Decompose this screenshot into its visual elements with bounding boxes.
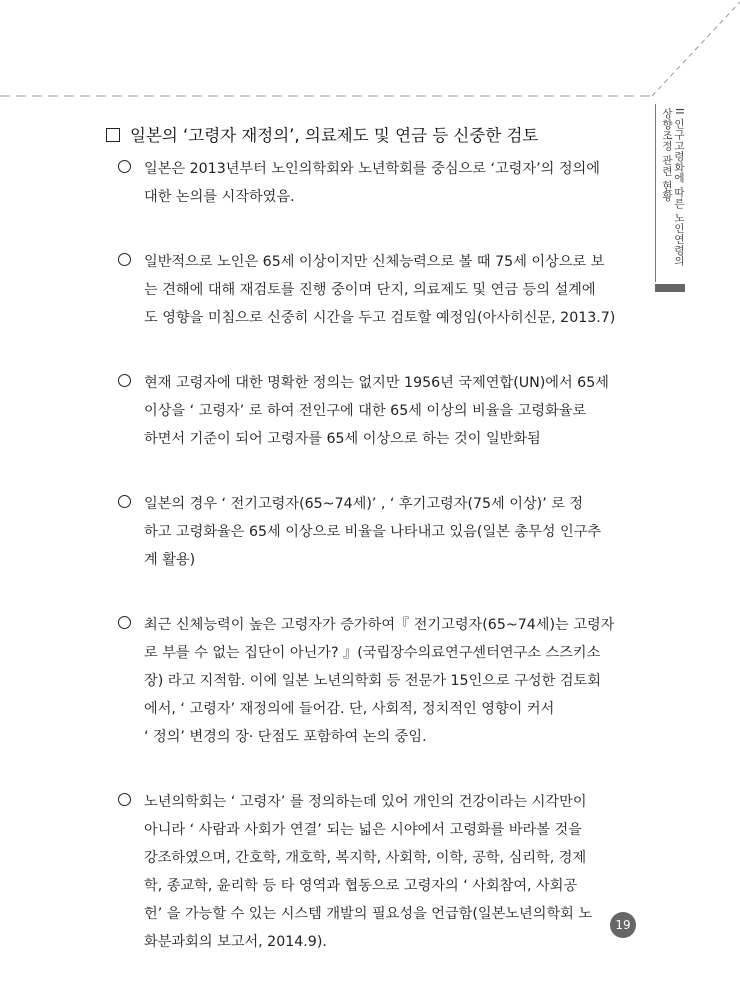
side-tab-divider: [655, 104, 656, 282]
list-item: [118, 611, 638, 751]
list-item: [118, 248, 638, 332]
page-number: 19: [610, 912, 636, 938]
list-item-line: 계 활용): [144, 552, 196, 568]
circle-bullet-icon: [118, 793, 131, 806]
list-item-line: 일본의 경우 ‘ 전기고령자(65~74세)’ , ‘ 후기고령자(75세 이상)’ 로 정: [144, 496, 584, 512]
list-item-line: 노년의학회는 ‘ 고령자’ 를 정의하는데 있어 개인의 건강이라는 시각만이: [144, 794, 587, 810]
list-item-line: 최근 신체능력이 높은 고령자가 증가하여『 전기고령자(65~74세)는 고령자: [144, 617, 615, 633]
side-tab-title: 인구고령화에 따른 노인연령의 상향조정 관련 현황: [661, 108, 685, 267]
circle-bullet-icon: [118, 374, 131, 387]
list-item-line: 에서, ‘ 고령자’ 재정의에 들어감. 단, 사회적, 정치적인 영향이 커서: [144, 701, 555, 717]
list-item: [118, 490, 638, 574]
list-item-line: 화분과회의 보고서, 2014.9).: [144, 934, 327, 950]
circle-bullet-icon: [118, 616, 131, 629]
list-item: [118, 788, 638, 956]
list-item-line: 하고 고령화율은 65세 이상으로 비율을 나타내고 있음(일본 총무성 인구추: [144, 524, 602, 540]
side-tab-label: [661, 108, 685, 280]
section-heading: [106, 122, 646, 146]
list-item-line: 장) 라고 지적함. 이에 일본 노년의학회 등 전문가 15인으로 구성한 검토회: [144, 673, 601, 689]
list-item-line: 학, 종교학, 윤리학 등 타 영역과 협동으로 고령자의 ‘ 사회참여, 사회공: [144, 878, 578, 894]
list-item-line: 헌’ 을 가능할 수 있는 시스템 개발의 필요성을 언급함(일본노년의학회 노: [144, 906, 593, 922]
list-item-line: 이상을 ‘ 고령자’ 로 하여 전인구에 대한 65세 이상의 비율을 고령화율로: [144, 403, 587, 419]
list-item: [118, 155, 638, 211]
list-item-line: 일본은 2013년부터 노인의학회와 노년학회를 중심으로 ‘고령자’의 정의에: [144, 161, 600, 177]
square-bullet-icon: [106, 128, 120, 142]
section-heading-text: 일본의 ‘고령자 재정의’, 의료제도 및 연금 등 신중한 검토: [130, 126, 539, 145]
bullet-list: [118, 155, 638, 993]
list-item-line: 는 견해에 대해 재검토를 진행 중이며 단지, 의료제도 및 연금 등의 설계에: [144, 282, 596, 298]
circle-bullet-icon: [118, 495, 131, 508]
chapter-side-tab: [655, 104, 685, 292]
list-item-line: 강조하였으며, 간호학, 개호학, 복지학, 사회학, 이학, 공학, 심리학, 경제: [144, 850, 587, 866]
list-item-line: 현재 고령자에 대한 명확한 정의는 없지만 1956년 국제연합(UN)에서 65세: [144, 375, 609, 391]
list-item-line: 하면서 기준이 되어 고령자를 65세 이상으로 하는 것이 일반화됨: [144, 431, 541, 447]
circle-bullet-icon: [118, 160, 131, 173]
side-tab-section: II: [673, 108, 685, 115]
list-item-line: 도 영향을 미침으로 신중히 시간을 두고 검토할 예정임(아사히신문, 2013.7): [144, 310, 616, 326]
list-item: [118, 369, 638, 453]
circle-bullet-icon: [118, 253, 131, 266]
list-item-line: 로 부를 수 없는 집단이 아닌가? 』(국립장수의료연구센터연구소 스즈키소: [144, 645, 601, 661]
list-item-line: 대한 논의를 시작하였음.: [144, 189, 295, 205]
list-item-line: 아니라 ‘ 사람과 사회가 연결’ 되는 넓은 시야에서 고령화를 바라볼 것을: [144, 822, 582, 838]
list-item-line: 일반적으로 노인은 65세 이상이지만 신체능력으로 볼 때 75세 이상으로 보: [144, 254, 605, 270]
side-tab-bar: [655, 284, 685, 292]
header-decoration: [0, 0, 740, 110]
list-item-line: ‘ 정의’ 변경의 장· 단점도 포함하여 논의 중임.: [144, 729, 427, 745]
